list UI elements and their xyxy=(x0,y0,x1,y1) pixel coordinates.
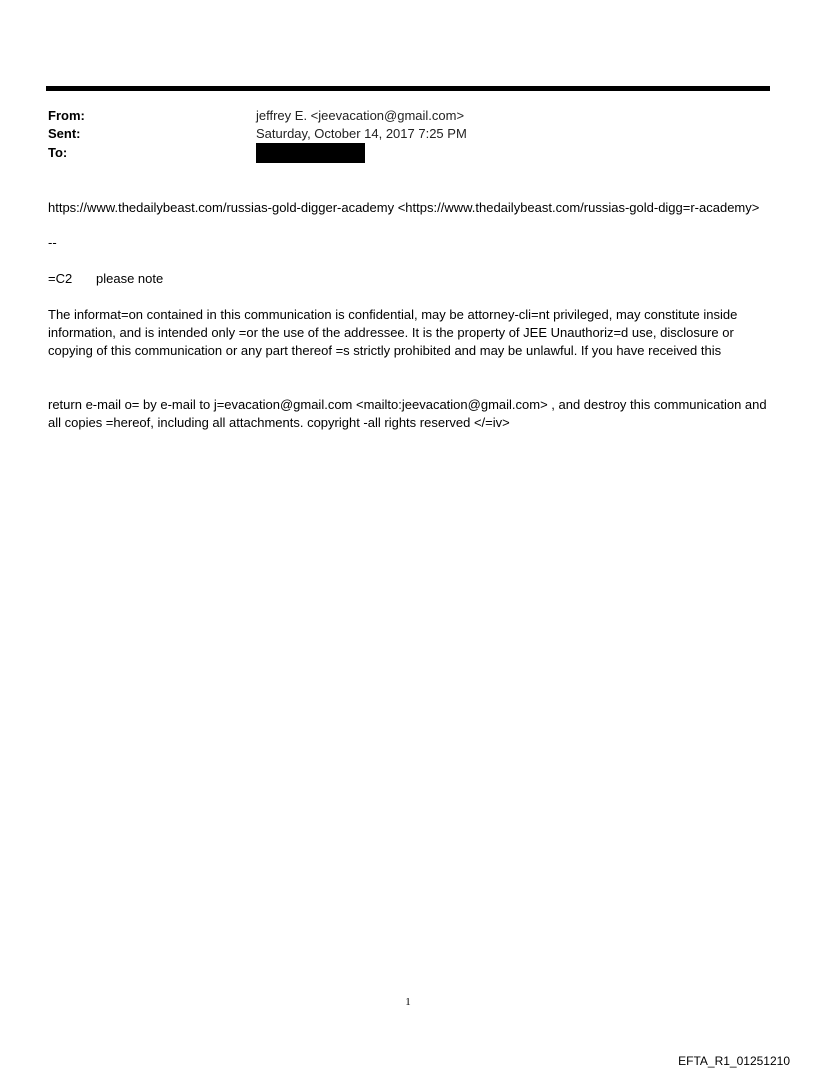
link-line: https://www.thedailybeast.com/russias-gold-digger-academy <https://www.thedailybeast.com/russias-gold-digg=r-academy> xyxy=(48,200,760,215)
to-redaction xyxy=(256,143,365,163)
note-line xyxy=(48,270,768,288)
note-prefix: =C2 xyxy=(48,271,73,286)
sent-value: Saturday, October 14, 2017 7:25 PM xyxy=(256,126,467,141)
to-label: To: xyxy=(48,145,68,160)
sent-label: Sent: xyxy=(48,126,81,141)
note-text: please note xyxy=(96,271,164,286)
return-paragraph: return e-mail o= by e-mail to j=evacation@gmail.com <mailto:jeevacation@gmail.com> , and destroy this communication and all copies =hereof, including all attachments. copyright -all rights reserved </=iv> xyxy=(48,397,767,430)
from-label: From: xyxy=(48,108,85,123)
page-number: 1 xyxy=(405,996,411,1008)
document-id: EFTA_R1_01251210 xyxy=(678,1054,790,1068)
disclaimer-paragraph: The informat=on contained in this communication is confidential, may be attorney-cli=nt privileged, may constitute inside information, and is intended only =or the use of the addressee. It is the property of JEE Unauthoriz=d use, disclosure or copying of this communication or any part thereof =s strictly prohibited and may be unlawful. If you have received this xyxy=(48,307,738,358)
separator: -- xyxy=(48,235,57,250)
header-divider xyxy=(46,86,770,91)
from-value: jeffrey E. <jeevacation@gmail.com> xyxy=(256,108,465,123)
